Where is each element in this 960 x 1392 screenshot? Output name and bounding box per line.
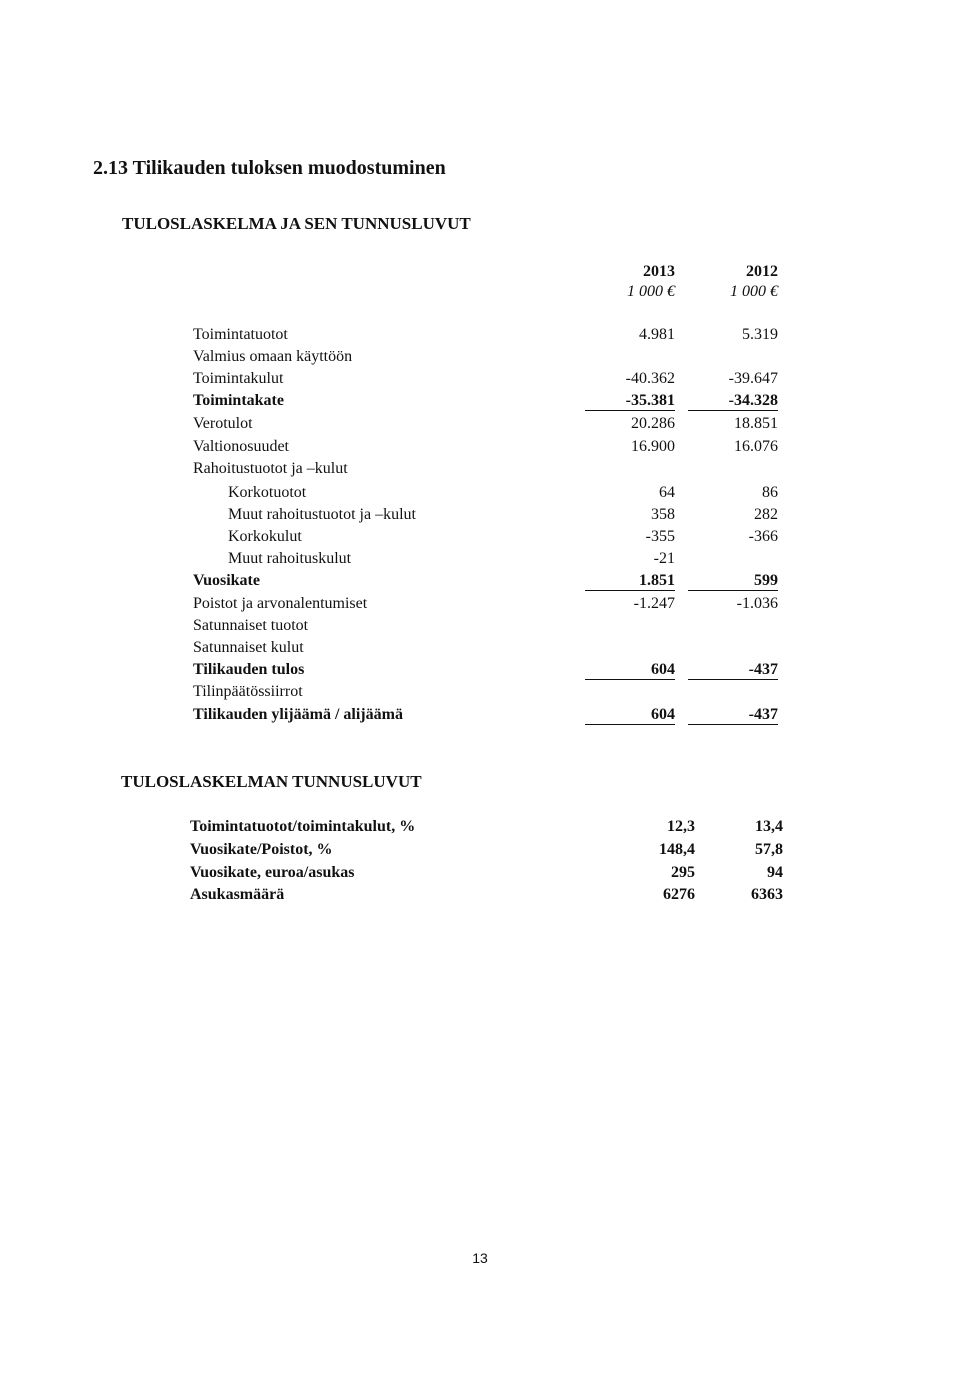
- value-2012: -437: [688, 706, 778, 725]
- row-label: Rahoitustuotot ja –kulut: [193, 460, 348, 477]
- value-2013: 358: [651, 506, 675, 523]
- table-row: [0, 460, 960, 482]
- kpi-label: Toimintatuotot/toimintakulut, %: [190, 818, 416, 835]
- kpi-value-2013: 148,4: [659, 841, 695, 858]
- value-2013: 604: [585, 661, 675, 680]
- table-row: [0, 841, 960, 863]
- value-2013: 64: [659, 484, 675, 501]
- table-row: [0, 506, 960, 528]
- row-label: Muut rahoitustuotot ja –kulut: [228, 506, 416, 523]
- row-label: Korkokulut: [228, 528, 302, 545]
- kpi-label: Asukasmäärä: [190, 886, 285, 903]
- value-2012: -437: [688, 661, 778, 680]
- column-header-year-2013: 2013: [643, 263, 675, 280]
- value-2013: -35.381: [585, 392, 675, 411]
- table-row: [0, 415, 960, 437]
- table-row: [0, 550, 960, 572]
- section-title-income-statement: TULOSLASKELMA JA SEN TUNNUSLUVUT: [122, 214, 471, 233]
- kpi-value-2012: 57,8: [755, 841, 783, 858]
- table-row: [0, 326, 960, 348]
- table-row: [0, 392, 960, 414]
- kpi-value-2013: 295: [671, 864, 695, 881]
- table-row: [0, 683, 960, 705]
- value-2012: 16.076: [734, 438, 778, 455]
- value-2013: 16.900: [631, 438, 675, 455]
- value-2013: -1.247: [633, 595, 675, 612]
- value-2013: 604: [585, 706, 675, 725]
- kpi-value-2013: 12,3: [667, 818, 695, 835]
- kpi-value-2012: 6363: [751, 886, 783, 903]
- table-row: [0, 886, 960, 908]
- value-2013: -21: [653, 550, 675, 567]
- value-2013: 4.981: [639, 326, 675, 343]
- value-2013: 1.851: [585, 572, 675, 591]
- table-row: [0, 370, 960, 392]
- value-2012: -39.647: [728, 370, 778, 387]
- value-2013: -355: [645, 528, 675, 545]
- value-2012: -34.328: [688, 392, 778, 411]
- value-2012: 282: [754, 506, 778, 523]
- value-2012: -1.036: [736, 595, 778, 612]
- page-number: 13: [472, 1250, 488, 1266]
- row-label: Valmius omaan käyttöön: [193, 348, 353, 365]
- table-row: [0, 595, 960, 617]
- row-label: Toimintakate: [193, 392, 284, 409]
- row-label: Poistot ja arvonalentumiset: [193, 595, 368, 612]
- column-unit-2012: 1 000 €: [730, 283, 778, 300]
- value-2013: -40.362: [625, 370, 675, 387]
- row-label: Toimintakulut: [193, 370, 284, 387]
- table-row: [0, 706, 960, 728]
- column-header-year-2012: 2012: [746, 263, 778, 280]
- table-row: [0, 484, 960, 506]
- table-row: [0, 661, 960, 683]
- row-label: Tilikauden tulos: [193, 661, 305, 678]
- table-row: [0, 617, 960, 639]
- value-2012: 18.851: [734, 415, 778, 432]
- table-row: [0, 572, 960, 594]
- row-label: Tilikauden ylijäämä / alijäämä: [193, 706, 403, 723]
- row-label: Satunnaiset tuotot: [193, 617, 309, 634]
- table-row: [0, 438, 960, 460]
- row-label: Verotulot: [193, 415, 253, 432]
- kpi-value-2012: 94: [767, 864, 783, 881]
- row-label: Korkotuotot: [228, 484, 307, 501]
- row-label: Valtionosuudet: [193, 438, 289, 455]
- page-heading: 2.13 Tilikauden tuloksen muodostuminen: [93, 157, 446, 179]
- row-label: Muut rahoituskulut: [228, 550, 352, 567]
- value-2013: 20.286: [631, 415, 675, 432]
- row-label: Vuosikate: [193, 572, 260, 589]
- row-label: Satunnaiset kulut: [193, 639, 304, 656]
- kpi-value-2012: 13,4: [755, 818, 783, 835]
- table-row: [0, 528, 960, 550]
- value-2012: 86: [762, 484, 778, 501]
- table-row: [0, 348, 960, 370]
- value-2012: 5.319: [742, 326, 778, 343]
- table-row: [0, 818, 960, 840]
- kpi-label: Vuosikate, euroa/asukas: [190, 864, 355, 881]
- section-title-key-figures: TULOSLASKELMAN TUNNUSLUVUT: [121, 772, 422, 791]
- value-2012: 599: [688, 572, 778, 591]
- value-2012: -366: [748, 528, 778, 545]
- row-label: Tilinpäätössiirrot: [193, 683, 303, 700]
- kpi-value-2013: 6276: [663, 886, 695, 903]
- column-unit-2013: 1 000 €: [627, 283, 675, 300]
- table-row: [0, 864, 960, 886]
- kpi-label: Vuosikate/Poistot, %: [190, 841, 333, 858]
- row-label: Toimintatuotot: [193, 326, 288, 343]
- table-row: [0, 639, 960, 661]
